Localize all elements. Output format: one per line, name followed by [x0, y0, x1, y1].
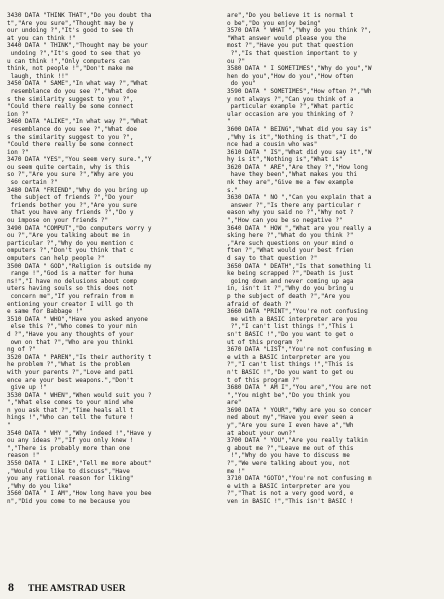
code-line: ng of ?"	[7, 346, 36, 354]
code-line: 3460 DATA "ALIKE","In what way ?","What	[7, 118, 148, 126]
code-line: e with a BASIC interpreter are you	[227, 353, 350, 361]
code-line: ou seem quite certain, why is this	[7, 163, 130, 171]
code-line: ns!","I have no delusions about comp	[7, 277, 138, 285]
code-line: me with a BASIC interpreter are you	[227, 315, 358, 323]
code-line: "	[227, 118, 231, 126]
code-line: undoing ?","It's good to see that yo	[7, 49, 141, 57]
code-line: so ?","Are you sure ?","Why are you	[7, 171, 134, 179]
code-line: that you have any friends ?","Do y	[7, 209, 134, 217]
code-line: laugh, think !!"	[7, 72, 69, 80]
code-line: ?","Is that question important to y	[227, 49, 358, 57]
code-line: resemblance do you see ?","What doe	[7, 125, 138, 133]
code-line: ke being scrapped ?","Death is just	[227, 270, 354, 278]
code-line: ,"Why is it","Nothing is that","I do	[227, 133, 358, 141]
code-line: ou impose on your friends ?"	[7, 217, 109, 225]
code-line: 3630 DATA " NO ","Can you explain that a	[227, 194, 372, 202]
code-line: he problem ?","What is the problem	[7, 361, 130, 369]
code-line: 3450 DATA " SAME","In what way ?","What	[7, 80, 148, 88]
code-line: ,"Would you like to discuss","Have	[7, 467, 130, 475]
code-line: "What answer would please you the	[227, 34, 347, 42]
listing-column-right	[227, 12, 439, 506]
code-line: ","What else comes to your mind whe	[7, 399, 134, 407]
code-line: e with a BASIC interpreter are you	[227, 482, 350, 490]
code-line: 3670 DATA "LIST","You're not confusing m	[227, 346, 372, 354]
code-line: most ?","Have you put that question	[227, 42, 354, 50]
code-line: 3620 DATA " ARE","Are they ?","How long	[227, 163, 368, 171]
code-line: own on that ?","Who are you thinki	[7, 338, 134, 346]
code-line: y","Are you sure I even have a","Wh	[227, 422, 354, 430]
code-line: 3660 DATA "PRINT","You're not confusing	[227, 308, 368, 316]
code-line: ion ?"	[7, 148, 29, 156]
code-line: ion ?"	[7, 110, 29, 118]
code-line: else this ?","Who comes to your min	[7, 323, 138, 331]
code-line: 3640 DATA " HOW ","What are you really a	[227, 224, 372, 232]
code-line: give up !"	[7, 384, 47, 392]
code-line: 3610 DATA " IS","What did you say it","W	[227, 148, 372, 156]
code-line: afraid of death ?"	[227, 300, 293, 308]
code-line: !","Why do you have to discuss me	[227, 452, 350, 460]
code-line: y not always ?","Can you think of a	[227, 95, 354, 103]
code-line: our undoing ?","It's good to see th	[7, 27, 134, 35]
code-line: particular example ?","What partic	[227, 103, 354, 111]
code-line: you any rational reason for liking"	[7, 475, 134, 483]
code-line: 3600 DATA " BEING","What did you say is"	[227, 125, 372, 133]
code-line: do you"	[227, 80, 256, 88]
code-line: ence are your best weapons.","Don't	[7, 376, 134, 384]
code-line: 3650 DATA " DEATH","Is that something li	[227, 262, 372, 270]
code-line: nce had a cousin who was"	[227, 141, 318, 149]
code-line: going down and never coming up aga	[227, 277, 354, 285]
code-line: with your parents ?","Love and pati	[7, 368, 134, 376]
code-line: eason why you said no ?","Why not ?	[227, 209, 354, 217]
code-line: d ?","Have you any thoughts of your	[7, 330, 134, 338]
code-line: ned about my","Have you ever seen a	[227, 414, 354, 422]
code-line: the subject of friends ?","Do your	[7, 194, 134, 202]
code-line: 3530 DATA " WHEN","When would suit you ?	[7, 391, 152, 399]
code-line: e same for Babbage !"	[7, 308, 83, 316]
code-line: s the similarity suggest to you ?",	[7, 95, 134, 103]
code-line: sn't BASIC !","Do you want to get o	[227, 330, 354, 338]
code-line: t of this program ?"	[227, 376, 300, 384]
code-line: friends bother you ?","Are you sure	[7, 201, 138, 209]
code-line: 3560 DATA " I AM","How long have you bee	[7, 490, 152, 498]
code-line: 3700 DATA " YOU","Are you really talkin	[227, 437, 368, 445]
code-line: ","You might be","Do you think you	[227, 391, 350, 399]
code-line: s."	[227, 186, 238, 194]
code-line: g about me ?","Leave me out of this	[227, 444, 354, 452]
code-line: ou ?","Are you talking about me in	[7, 232, 130, 240]
code-line: have they been","What makes you thi	[227, 171, 358, 179]
code-line: resemblance do you see ?","What doe	[7, 87, 138, 95]
code-line: "Could there really be some connect	[7, 141, 134, 149]
code-line: 3570 DATA " WHAT ","Why do you think ?",	[227, 27, 372, 35]
code-line: sking here ?","What do you think ?"	[227, 232, 354, 240]
code-line: 3500 DATA " GOD","Religion is outside my	[7, 262, 152, 270]
code-line: 3690 DATA " YOUR","Why are you so concer	[227, 406, 372, 414]
code-line: are"	[227, 399, 242, 407]
page-footer	[8, 580, 126, 594]
code-line: ou any ideas ?","If you only knew !	[7, 437, 134, 445]
code-line: o be","Do you enjoy being"	[227, 19, 321, 27]
code-line: 3680 DATA " AM I","You are","You are not	[227, 384, 372, 392]
code-line: hy is it","Nothing is","What is"	[227, 156, 343, 164]
code-line: ?","That is not a very good word, e	[227, 490, 354, 498]
code-line: p the subject of death ?","Are you	[227, 292, 350, 300]
code-line: ,"Are such questions on your mind o	[227, 239, 354, 247]
code-line: ven in BASIC !","This isn't BASIC !	[227, 498, 354, 505]
code-line: t","Are you sure","Thought may be y	[7, 19, 134, 27]
code-line: omputers can help people ?"	[7, 255, 105, 262]
code-line: 3580 DATA " I SOMETIMES","Why do you","W	[227, 65, 372, 73]
code-line: at about your own?"	[227, 429, 296, 437]
code-line: particular ?","Why do you mention c	[7, 239, 134, 247]
code-line: 3480 DATA "FRIEND","Why do you bring up	[7, 186, 148, 194]
code-line: 3550 DATA " I LIKE","Tell me more about"	[7, 460, 152, 468]
code-line: ?","We were talking about you, not	[227, 460, 350, 468]
code-line: u can think !","Only computers can	[7, 57, 130, 65]
code-line: at you can think !"	[7, 34, 76, 42]
code-line: uters having souls so this does not	[7, 285, 134, 293]
code-line: 3520 DATA " PAREN","Is their authority t	[7, 353, 152, 361]
code-line: n you ask that ?","Time heals all t	[7, 406, 134, 414]
code-line: omputers ?","Don't you think that c	[7, 247, 134, 255]
code-line: 3470 DATA "YES","You seem very sure.","Y	[7, 156, 152, 164]
code-line: 3540 DATA " WHY ","Why indeed !","Have y	[7, 429, 152, 437]
magazine-title: THE AMSTRAD USER	[28, 584, 126, 594]
code-line: 3510 DATA " WHO","Have you asked anyone	[7, 315, 148, 323]
code-line: "Could there really be some connect	[7, 103, 134, 111]
code-line: ?","I can't list things !","This i	[227, 323, 354, 331]
code-line: 3490 DATA "COMPUT","Do computers worry y	[7, 224, 152, 232]
code-line: d say to that question ?"	[227, 255, 318, 262]
code-line: reason !"	[7, 452, 40, 460]
code-line: concern me","If you refrain from m	[7, 292, 134, 300]
code-line: n","Did you come to me because you	[7, 498, 130, 505]
code-line: n't BASIC !","Do you want to get ou	[227, 368, 354, 376]
code-line: me !"	[227, 467, 246, 475]
code-line: "	[7, 422, 11, 430]
code-line: answer ?","Is there any particular r	[227, 201, 361, 209]
listing-column-left	[7, 12, 219, 506]
code-line: so certain ?"	[7, 179, 58, 187]
code-line: ut of this program ?"	[227, 338, 303, 346]
code-line: 3710 DATA "GOTO","You're not confusing m	[227, 475, 372, 483]
code-line: s the similarity suggest to you ?",	[7, 133, 134, 141]
code-line: nk they are","Give me a few example	[227, 179, 354, 187]
code-line: ular occasion are you thinking of ?	[227, 110, 354, 118]
code-line: 3430 DATA "THINK THAT","Do you doubt tha	[7, 12, 152, 19]
code-line: hings !","Who can tell the future !	[7, 414, 134, 422]
code-line: 3440 DATA " THINK","Thought may be your	[7, 42, 148, 50]
code-line: ften ?","What would your best frien	[227, 247, 354, 255]
code-line: ?","I can't list things !","This is	[227, 361, 354, 369]
code-line: ","There is probably more than one	[7, 444, 130, 452]
code-line: range !","God is a matter for huma	[7, 270, 134, 278]
code-line: think, not people !","Don't make me	[7, 65, 134, 73]
page-number: 8	[8, 580, 14, 594]
code-line: ou ?"	[227, 57, 246, 65]
code-line: in, isn't it ?","Why do you bring u	[227, 285, 354, 293]
code-line: are","Do you believe it is normal t	[227, 12, 354, 19]
code-line: entioning your creator I will go th	[7, 300, 134, 308]
code-line: ","How can you be so negative ?"	[227, 217, 343, 225]
code-line: 3590 DATA " SOMETIMES","How often ?","Wh	[227, 87, 372, 95]
code-line: ,"Why do you like"	[7, 482, 73, 490]
code-line: hen do you","How do you","How often	[227, 72, 354, 80]
